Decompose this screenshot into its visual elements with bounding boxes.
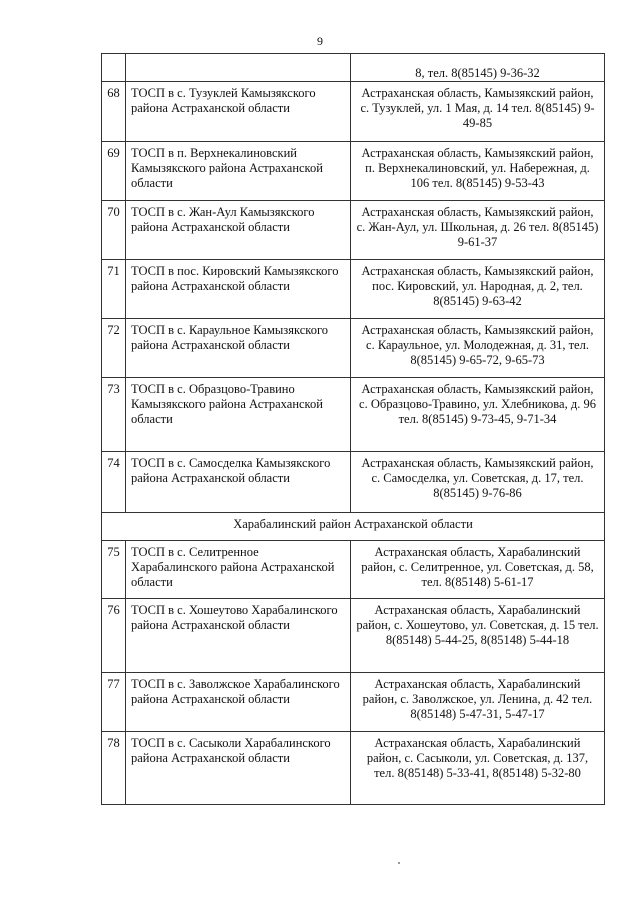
table-row <box>102 54 605 82</box>
row-number: 73 <box>102 378 126 452</box>
office-address: Астраханская область, Камызякский район, с. Самосделка, ул. Советская, д. 17, тел. 8(85145) 9-76-86 <box>351 452 605 513</box>
office-name: ТОСП в пос. Кировский Камызякского района Астраханской области <box>126 260 351 319</box>
office-name: ТОСП в с. Хошеутово Харабалинского района Астраханской области <box>126 599 351 673</box>
row-number: 71 <box>102 260 126 319</box>
office-address: Астраханская область, Харабалинский район, с. Заволжское, ул. Ленина, д. 42 тел. 8(85148) 5-47-31, 5-47-17 <box>351 673 605 732</box>
office-name: ТОСП в с. Тузуклей Камызякского района Астраханской области <box>126 82 351 142</box>
row-number: 78 <box>102 732 126 805</box>
table-row <box>102 732 605 805</box>
office-address: Астраханская область, Харабалинский район, с. Хошеутово, ул. Советская, д. 15 тел. 8(85148) 5-44-25, 8(85148) 5-44-18 <box>351 599 605 673</box>
table-row <box>102 452 605 513</box>
office-address: Астраханская область, Камызякский район, с. Тузуклей, ул. 1 Мая, д. 14 тел. 8(85145) 9-49-85 <box>351 82 605 142</box>
office-address: Астраханская область, Камызякский район, п. Верхнекалиновский, ул. Набережная, д. 106 тел. 8(85145) 9-53-43 <box>351 142 605 201</box>
office-name: ТОСП в с. Образцово-Травино Камызякского района Астраханской области <box>126 378 351 452</box>
section-row <box>102 513 605 541</box>
office-name: ТОСП в с. Заволжское Харабалинского района Астраханской области <box>126 673 351 732</box>
office-table <box>101 53 605 805</box>
office-name: ТОСП в с. Селитренное Харабалинского района Астраханской области <box>126 541 351 599</box>
table-row <box>102 541 605 599</box>
table-row <box>102 201 605 260</box>
row-number: 77 <box>102 673 126 732</box>
office-address: Астраханская область, Камызякский район, пос. Кировский, ул. Народная, д. 2, тел. 8(85145) 9-63-42 <box>351 260 605 319</box>
office-address: Астраханская область, Харабалинский район, с. Селитренное, ул. Советская, д. 58, тел. 8(85148) 5-61-17 <box>351 541 605 599</box>
table-row <box>102 260 605 319</box>
table-row <box>102 378 605 452</box>
scan-dot <box>398 862 400 864</box>
section-heading: Харабалинский район Астраханской области <box>102 513 605 541</box>
table-row <box>102 319 605 378</box>
office-name: ТОСП в с. Сасыколи Харабалинского района Астраханской области <box>126 732 351 805</box>
row-number: 75 <box>102 541 126 599</box>
office-name: ТОСП в с. Самосделка Камызякского района Астраханской области <box>126 452 351 513</box>
row-number: 76 <box>102 599 126 673</box>
table-row <box>102 673 605 732</box>
office-address: Астраханская область, Харабалинский район, с. Сасыколи, ул. Советская, д. 137, тел. 8(85148) 5-33-41, 8(85148) 5-32-80 <box>351 732 605 805</box>
office-name: ТОСП в п. Верхнекалиновский Камызякского района Астраханской области <box>126 142 351 201</box>
table-row <box>102 142 605 201</box>
office-address: Астраханская область, Камызякский район, с. Жан-Аул, ул. Школьная, д. 26 тел. 8(85145) 9-61-37 <box>351 201 605 260</box>
row-number: 70 <box>102 201 126 260</box>
row-number: 74 <box>102 452 126 513</box>
page-number: 9 <box>317 34 323 48</box>
table-row <box>102 82 605 142</box>
office-address: 8, тел. 8(85145) 9-36-32 <box>351 54 605 82</box>
office-name: ТОСП в с. Жан-Аул Камызякского района Астраханской области <box>126 201 351 260</box>
row-number: 68 <box>102 82 126 142</box>
office-name <box>126 54 351 82</box>
table-row <box>102 599 605 673</box>
row-number: 72 <box>102 319 126 378</box>
office-address: Астраханская область, Камызякский район, с. Караульное, ул. Молодежная, д. 31, тел. 8(85145) 9-65-72, 9-65-73 <box>351 319 605 378</box>
office-name: ТОСП в с. Караульное Камызякского района Астраханской области <box>126 319 351 378</box>
office-address: Астраханская область, Камызякский район, с. Образцово-Травино, ул. Хлебникова, д. 96 тел. 8(85145) 9-73-45, 9-71-34 <box>351 378 605 452</box>
row-number <box>102 54 126 82</box>
row-number: 69 <box>102 142 126 201</box>
